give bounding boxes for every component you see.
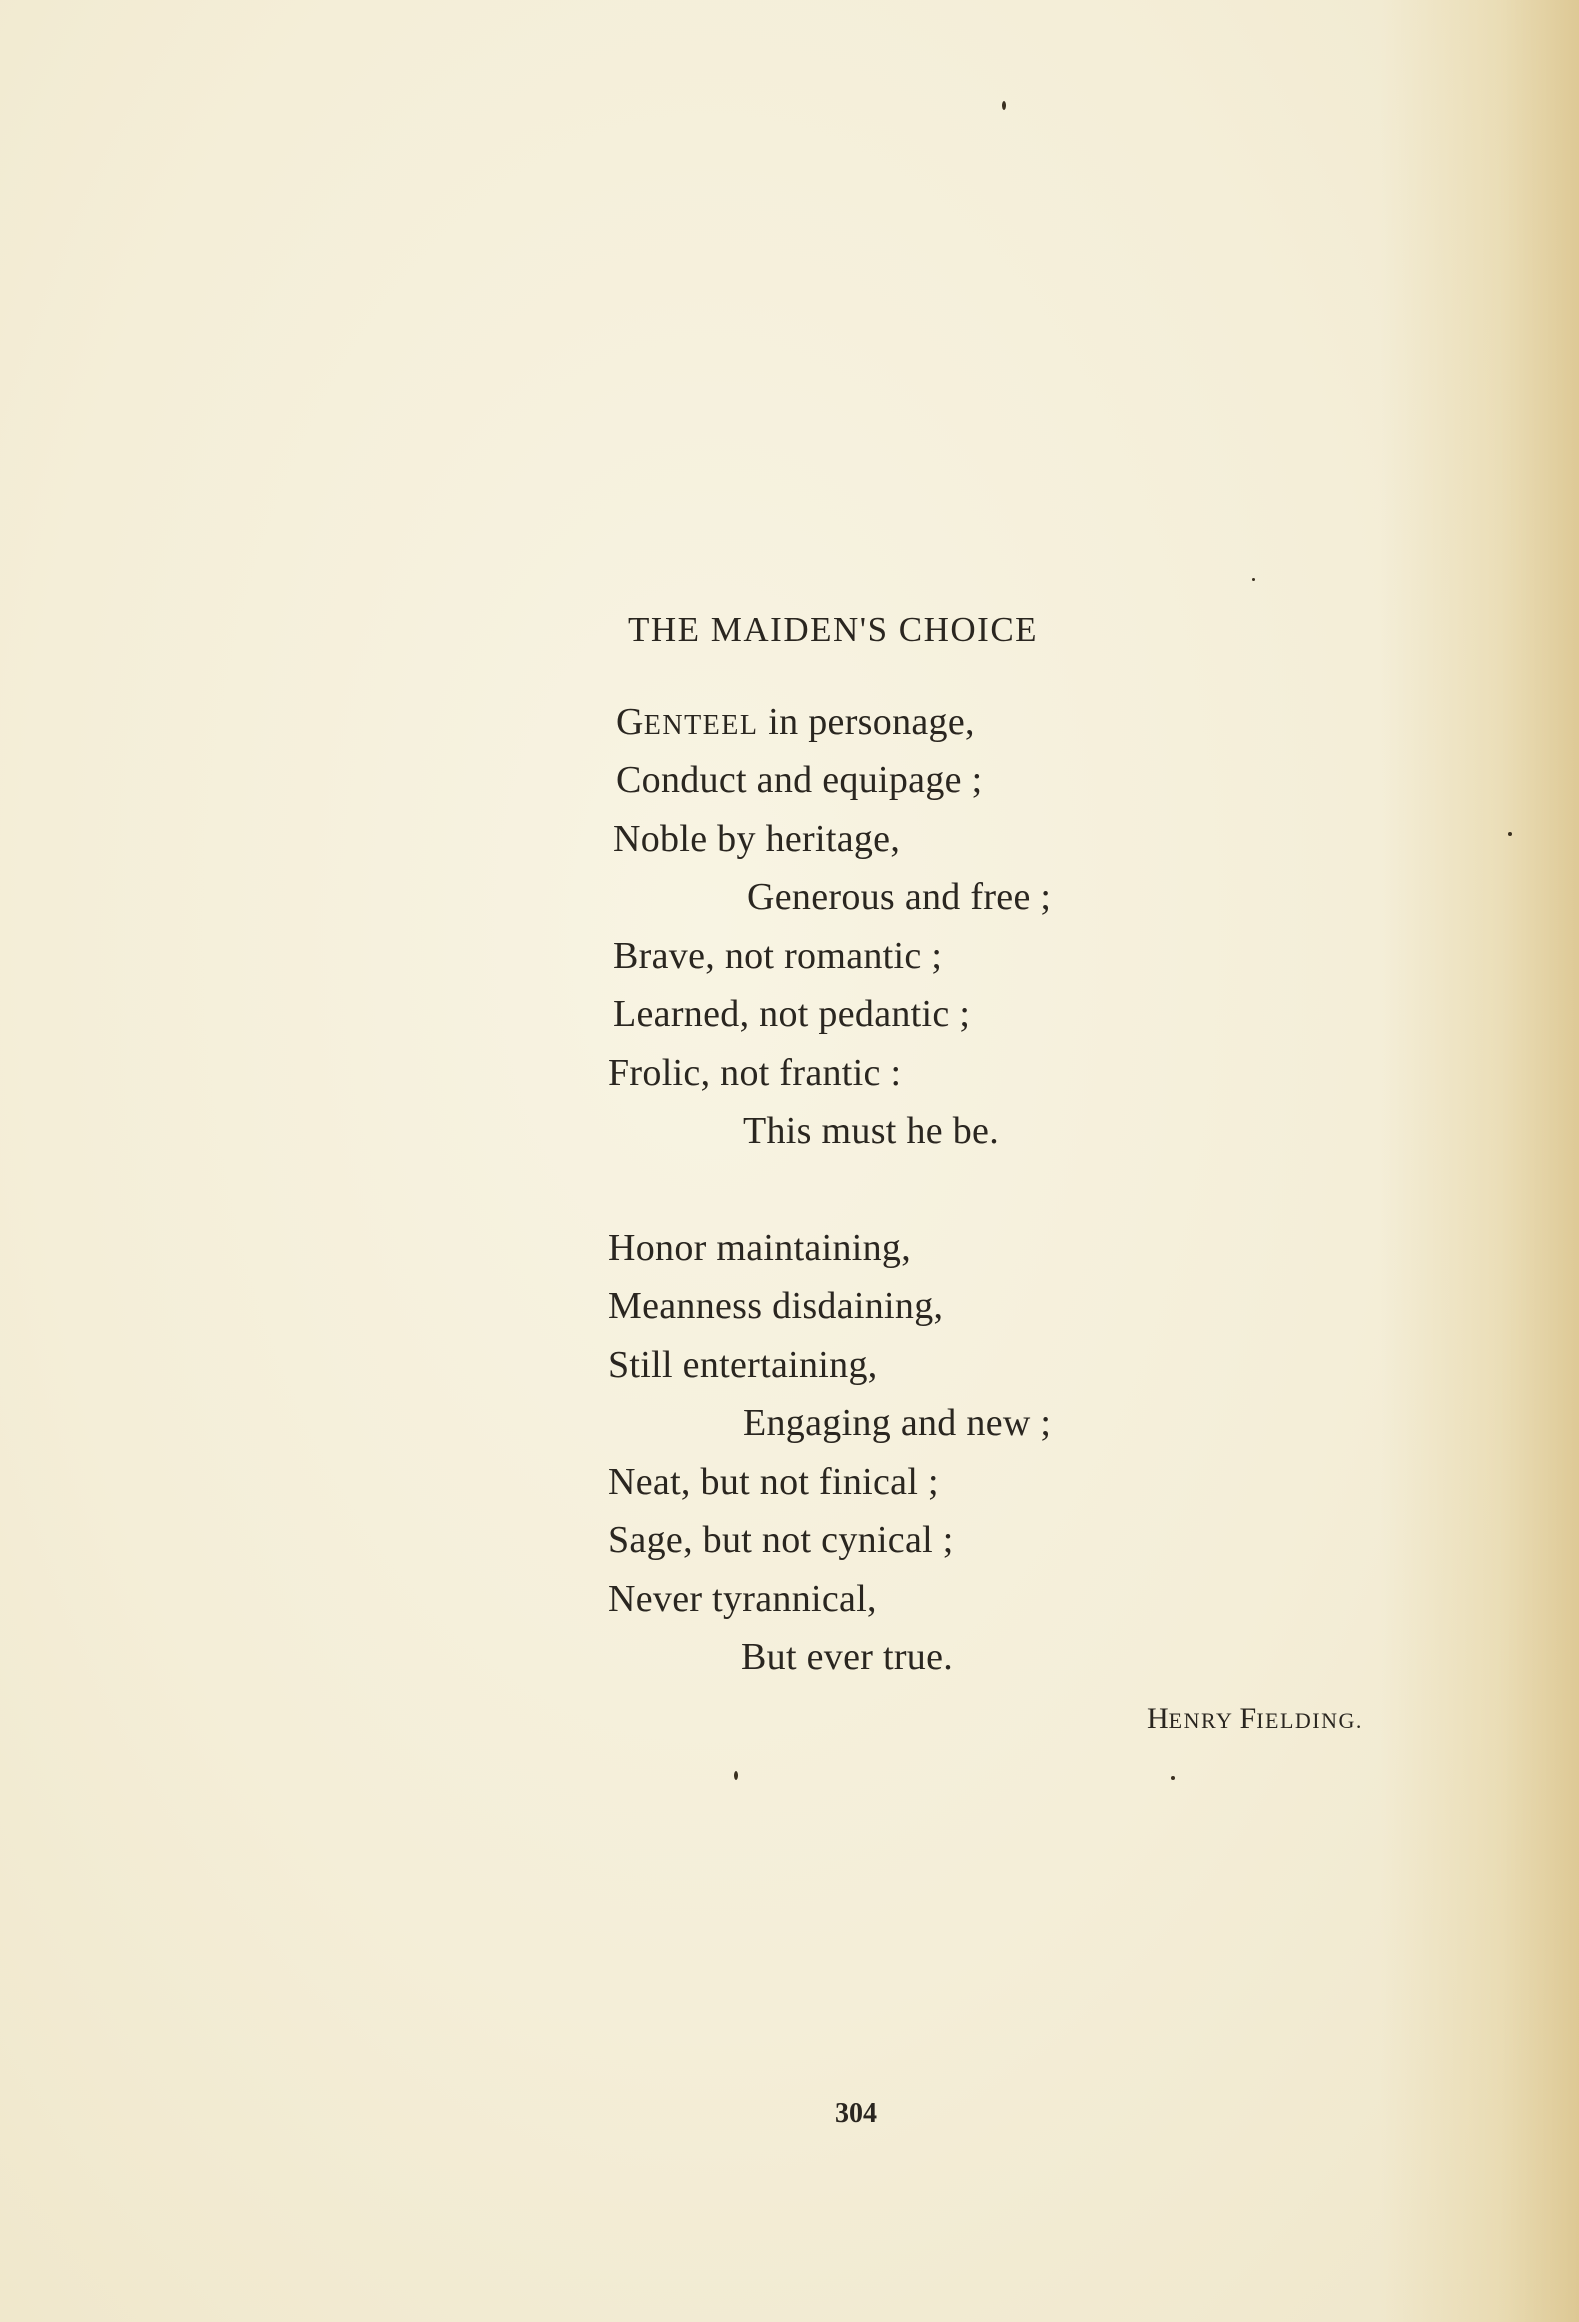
poem-line: Neat, but not finical ; [608,1461,939,1503]
poem-line: Generous and free ; [747,876,1052,918]
poem-line: Honor maintaining, [608,1227,912,1269]
poem-line: Learned, not pedantic ; [613,993,971,1035]
author-first-rest: ENRY [1168,1708,1233,1733]
paper-speck [1508,832,1512,836]
poem-author [1147,1702,1363,1736]
paper-speck [1252,578,1255,581]
poem-title: THE MAIDEN'S CHOICE [628,610,1039,649]
author-last-rest: IELDING. [1256,1708,1363,1733]
poem-line: This must he be. [743,1110,999,1152]
page-number: 304 [835,2098,877,2129]
poem-line: Engaging and new ; [743,1402,1052,1444]
small-caps-word: ENTEEL [643,710,759,741]
paper-speck [734,1771,738,1780]
poem-line: Still entertaining, [608,1344,878,1386]
poem-line-1 [616,700,975,744]
drop-initial: G [616,701,644,743]
poem-line: Frolic, not frantic : [608,1052,902,1094]
line-1-text: in personage, [758,701,975,743]
poem-line: Sage, but not cynical ; [608,1519,954,1561]
poem-line: Never tyrannical, [608,1578,877,1620]
author-last-initial: F [1239,1702,1257,1735]
poem-line: But ever true. [741,1636,954,1678]
author-initial: H [1147,1702,1169,1735]
paper-speck [1002,101,1006,110]
poem-line: Brave, not romantic ; [613,935,943,977]
poem-line: Conduct and equipage ; [616,759,983,801]
paper-speck [1171,1776,1175,1780]
poem-line: Meanness disdaining, [608,1285,944,1327]
poem-line: Noble by heritage, [613,818,901,860]
